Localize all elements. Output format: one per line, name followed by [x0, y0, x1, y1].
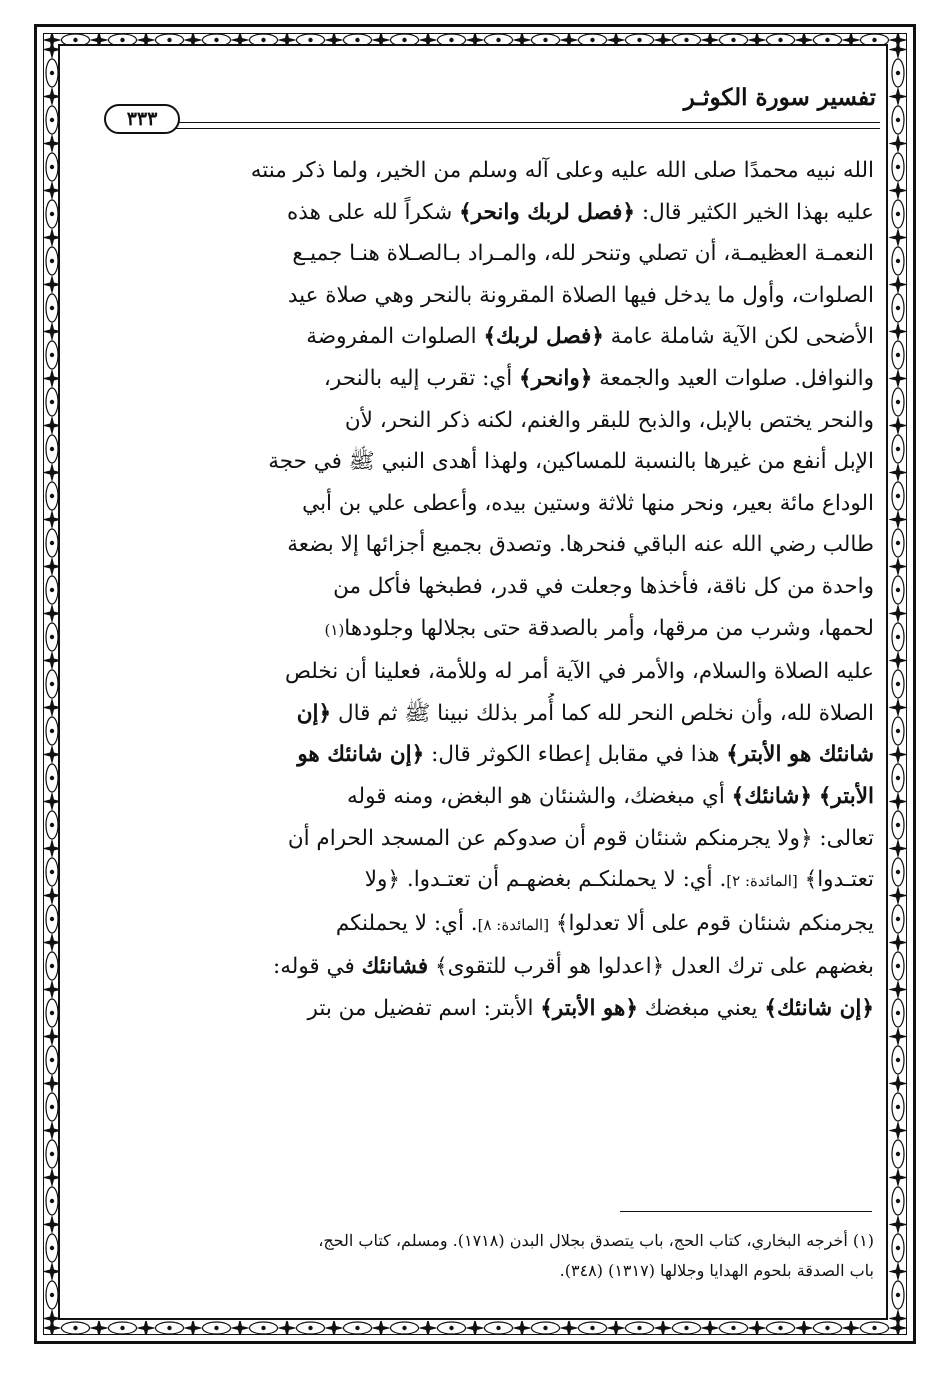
text-run: الصلاة لله، وأن نخلص النحر لله كما أُمر بذلك نبينا ﷺ ثم قال: [331, 700, 874, 726]
header-rule: [174, 122, 880, 129]
text-run: عليه الصلاة والسلام، والأمر في الآية أمر له وللأمة، فعلينا أن نخلص: [284, 659, 874, 685]
chapter-title: تفسير سورة الكوثـر: [683, 84, 876, 111]
footnotes: [108, 1226, 874, 1286]
text-run: طالب رضي الله عنه الباقي فنحرها. وتصدق بجميع أجزائها إلا بضعة: [287, 532, 874, 558]
text-line: [108, 358, 874, 400]
text-run: أي مبغضك، والشنئان هو البغض، ومنه قوله: [347, 783, 732, 809]
text-run: هذا في مقابل إعطاء الكوثر قال:: [424, 742, 727, 768]
text-line: [108, 275, 874, 317]
quran-quote: ﴿وانحر﴾: [519, 365, 593, 391]
text-run: الصلوات المفروضة: [306, 324, 484, 350]
page-number: ٣٣٣: [104, 104, 180, 134]
text-run: شكراً لله على هذه: [287, 199, 460, 225]
text-line: [108, 776, 874, 818]
quran-quote: ﴿إن شانئك هو: [297, 742, 425, 768]
text-line: [108, 903, 874, 947]
text-line: [108, 734, 874, 776]
text-line: [108, 651, 874, 693]
text-run: النعمـة العظيمـة، أن تصلي وتنحر لله، والمـراد بـالصـلاة هنـا جميـع: [292, 241, 874, 267]
border-ornament-bottom: [43, 1321, 907, 1335]
text-line: [108, 608, 874, 652]
text-run: الوداع مائة بعير، ونحر منها ثلاثة وستين بيده، وأعطى علي بن أبي: [302, 490, 874, 516]
footnote-line: باب الصدقة بلحوم الهدايا وجلالها (١٣١٧) (٣٤٨).: [559, 1261, 874, 1280]
quran-quote: ﴿شانئك﴾: [731, 783, 812, 809]
body-text: [108, 150, 874, 1029]
text-line: [108, 859, 874, 903]
quran-quote: فشانئك: [361, 954, 429, 980]
text-line: [108, 566, 874, 608]
text-line: [108, 988, 874, 1030]
text-run: . أي: لا يحملنكم: [335, 910, 478, 936]
text-line: [108, 946, 874, 988]
running-header: [96, 78, 886, 138]
text-run: . أي: لا يحملنكـم بغضهـم أن تعتـدوا. ﴿ولا: [364, 867, 727, 893]
quran-quote: الأبتر﴾: [818, 783, 874, 809]
citation: (١): [324, 620, 345, 639]
quran-quote: ﴿هو الأبتر﴾: [540, 995, 638, 1021]
text-line: [108, 524, 874, 566]
text-run: يجرمنكم شنئان قوم على ألا تعدلوا﴾: [549, 910, 874, 936]
text-run: واحدة من كل ناقة، فأخذها وجعلت في قدر، فطبخها فأكل من: [333, 573, 874, 599]
text-run: الأضحى لكن الآية شاملة عامة: [603, 324, 874, 350]
text-run: الإبل أنفع من غيرها بالنسبة للمساكين، ولهذا أهدى النبي ﷺ في حجة: [268, 449, 874, 475]
text-line: [108, 483, 874, 525]
text-line: [108, 192, 874, 234]
text-run: عليه بهذا الخير الكثير قال:: [635, 199, 874, 225]
text-run: والنوافل. صلوات العيد والجمعة: [592, 365, 874, 391]
quran-quote: ﴿فصل لربك﴾: [483, 324, 604, 350]
text-run: والنحر يختص بالإبل، والذبح للبقر والغنم، لكنه ذكر النحر، لأن: [344, 407, 874, 433]
text-line: [108, 233, 874, 275]
citation: [المائدة: ٢]: [726, 872, 798, 891]
text-line: [108, 818, 874, 860]
quran-quote: ﴿إن: [296, 700, 332, 726]
text-run: [812, 784, 819, 809]
text-run: أي: تقرب إليه بالنحر،: [323, 365, 520, 391]
text-run: في قوله:: [273, 954, 362, 980]
text-run: يعني مبغضك: [637, 995, 765, 1021]
quran-quote: شانئك هو الأبتر﴾: [726, 742, 874, 768]
text-line: [108, 693, 874, 735]
text-run: لحمها، وشرب من مرقها، وأمر بالصدقة حتى بجلالها وجلودها: [344, 615, 874, 641]
citation: [المائدة: ٨]: [477, 915, 550, 934]
text-run: الصلوات، وأول ما يدخل فيها الصلاة المقرونة بالنحر وهي صلاة عيد: [287, 282, 874, 308]
text-run: تعالى: ﴿ولا يجرمنكم شنئان قوم أن صدوكم عن المسجد الحرام أن: [287, 825, 874, 851]
text-run: بغضهم على ترك العدل ﴿اعدلوا هو أقرب للتقوى﴾: [428, 954, 874, 980]
text-run: الأبتر: اسم تفضيل من بتر: [307, 995, 541, 1021]
text-run: الله نبيه محمدًا صلى الله عليه وعلى آله وسلم من الخير، ولما ذكر منته: [250, 158, 874, 183]
border-ornament-right: [889, 33, 907, 1335]
text-line: [108, 441, 874, 483]
text-line: [108, 316, 874, 358]
text-run: تعتـدوا﴾: [797, 867, 874, 893]
quran-quote: ﴿إن شانئك﴾: [764, 995, 874, 1021]
footnote-line: (١) أخرجه البخاري، كتاب الحج، باب يتصدق بجلال البدن (١٧١٨). ومسلم، كتاب الحج،: [318, 1231, 874, 1250]
footnote-separator: [620, 1211, 872, 1212]
text-line: [108, 400, 874, 442]
quran-quote: ﴿فصل لربك وانحر﴾: [459, 199, 636, 225]
text-line: [108, 150, 874, 192]
